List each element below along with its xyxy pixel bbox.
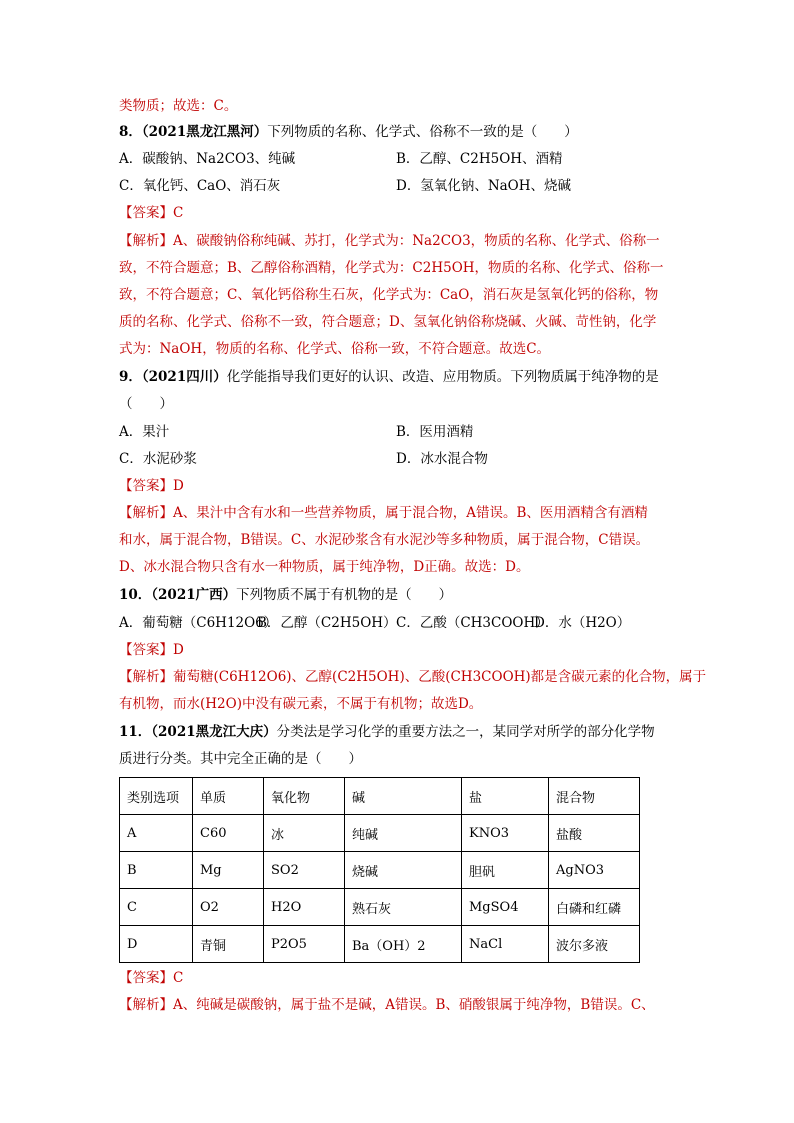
table-header-cell: 单质	[193, 778, 264, 815]
table-cell: 胆矾	[462, 852, 549, 889]
question-8-text: 下列物质的名称、化学式、俗称不一致的是（ ）	[267, 124, 578, 140]
table-cell: 白磷和红磷	[549, 889, 640, 926]
q8-analysis-line: 致，不符合题意；C、氧化钙俗称生石灰，化学式为：CaO，消石灰是氢氧化钙的俗称，物	[119, 287, 659, 303]
classification-table	[119, 777, 640, 963]
table-cell: A	[120, 815, 193, 852]
table-cell: B	[120, 852, 193, 889]
table-cell: AgNO3	[549, 852, 640, 889]
question-10-source: 10．（2021广西）	[119, 587, 237, 603]
q9-option-a: A．果汁	[119, 424, 170, 440]
question-11-stem	[119, 722, 655, 742]
q9-answer-value: D	[173, 478, 184, 494]
table-header-cell: 类别选项	[120, 778, 193, 815]
q9-analysis-label: 【解析】	[119, 505, 173, 521]
q9-option-d: D．冰水混合物	[396, 451, 488, 467]
q10-analysis-line: 有机物，而水(H2O)中没有碳元素，不属于有机物；故选D。	[119, 696, 483, 712]
q10-option-c: C．乙酸（CH3COOH）	[396, 615, 549, 631]
question-9-text: 化学能指导我们更好的认识、改造、应用物质。下列物质属于纯净物的是	[226, 369, 659, 385]
q9-analysis-line: 和水，属于混合物，B错误。C、水泥砂浆含有水泥沙等多种物质，属于混合物，C错误。	[119, 532, 650, 548]
table-header-cell: 氧化物	[264, 778, 345, 815]
table-row	[120, 815, 640, 852]
q11-answer-label: 【答案】	[119, 970, 173, 986]
q8-analysis-line: 质的名称、化学式、俗称不一致，符合题意；D、氢氧化钠俗称烧碱、火碱、苛性钠，化学	[119, 314, 657, 330]
q9-answer	[119, 476, 184, 496]
q8-option-d: D．氢氧化钠、NaOH、烧碱	[396, 178, 572, 194]
question-8-source: 8．（2021黑龙江黑河）	[119, 124, 268, 140]
table-cell: C	[120, 889, 193, 926]
question-11-stem-cont: 质进行分类。其中完全正确的是（ ）	[119, 751, 362, 767]
previous-analysis-tail: 类物质；故选：C。	[119, 98, 238, 114]
table-header-row	[120, 778, 640, 815]
q8-answer	[119, 203, 183, 223]
q11-analysis-line: 【解析】A、纯碱是碳酸钠，属于盐不是碱，A错误。B、硝酸银属于纯净物，B错误。C、	[119, 997, 655, 1013]
table-cell: Ba（OH）2	[345, 926, 462, 963]
q8-analysis-line: 致，不符合题意；B、乙醇俗称酒精，化学式为：C2H5OH，物质的名称、化学式、俗称一	[119, 260, 664, 276]
q10-answer	[119, 640, 184, 660]
question-8-stem	[119, 122, 578, 142]
q8-option-b: B．乙醇、C2H5OH、酒精	[396, 151, 563, 167]
table-cell: 纯碱	[345, 815, 462, 852]
question-11-text: 分类法是学习化学的重要方法之一，某同学对所学的部分化学物	[276, 724, 655, 740]
table-cell: 熟石灰	[345, 889, 462, 926]
table-header-cell: 混合物	[549, 778, 640, 815]
table-cell: MgSO4	[462, 889, 549, 926]
q10-analysis-line: 【解析】葡萄糖(C6H12O6)、乙醇(C2H5OH)、乙酸(CH3COOH)都是含碳元素的化合物，属于	[119, 669, 707, 685]
question-9-source: 9．（2021四川）	[119, 369, 227, 385]
table-cell: KNO3	[462, 815, 549, 852]
table-header-cell: 碱	[345, 778, 462, 815]
table-cell: 盐酸	[549, 815, 640, 852]
q8-option-a: A．碳酸钠、Na2CO3、纯碱	[119, 151, 296, 167]
table-row	[120, 926, 640, 963]
q8-analysis-line: 【解析】A、碳酸钠俗称纯碱、苏打，化学式为：Na2CO3，物质的名称、化学式、俗称一	[119, 233, 660, 249]
table-cell: 冰	[264, 815, 345, 852]
q10-analysis-label: 【解析】	[119, 669, 173, 685]
q10-option-d: D．水（H2O）	[534, 615, 631, 631]
table-cell: SO2	[264, 852, 345, 889]
q10-option-a: A．葡萄糖（C6H12O6）	[119, 615, 278, 631]
question-11-source: 11．（2021黑龙江大庆）	[119, 724, 277, 740]
q8-analysis-label: 【解析】	[119, 233, 173, 249]
table-row	[120, 889, 640, 926]
q11-answer-value: C	[173, 970, 184, 986]
q9-analysis-line: D、冰水混合物只含有水一种物质，属于纯净物，D正确。故选：D。	[119, 559, 530, 575]
q8-answer-label: 【答案】	[119, 205, 173, 221]
question-10-stem	[119, 585, 452, 605]
table-cell: 波尔多液	[549, 926, 640, 963]
question-9-stem-cont: （ ）	[119, 396, 173, 412]
table-cell: 青铜	[193, 926, 264, 963]
question-9-stem	[119, 367, 659, 387]
q9-option-c: C．水泥砂浆	[119, 451, 197, 467]
table-cell: H2O	[264, 889, 345, 926]
q8-option-c: C．氧化钙、CaO、消石灰	[119, 178, 281, 194]
q10-option-b: B．乙醇（C2H5OH）	[257, 615, 397, 631]
q11-analysis-label: 【解析】	[119, 997, 173, 1013]
q8-answer-value: C	[173, 205, 184, 221]
question-10-text: 下列物质不属于有机物的是（ ）	[236, 587, 453, 603]
q9-option-b: B．医用酒精	[396, 424, 474, 440]
table-cell: P2O5	[264, 926, 345, 963]
q11-answer	[119, 968, 183, 988]
table-header-cell: 盐	[462, 778, 549, 815]
table-cell: D	[120, 926, 193, 963]
table-cell: NaCl	[462, 926, 549, 963]
table-cell: O2	[193, 889, 264, 926]
q9-answer-label: 【答案】	[119, 478, 173, 494]
q9-analysis-line: 【解析】A、果汁中含有水和一些营养物质，属于混合物，A错误。B、医用酒精含有酒精	[119, 505, 648, 521]
table-row	[120, 852, 640, 889]
table-cell: 烧碱	[345, 852, 462, 889]
table-cell: C60	[193, 815, 264, 852]
q10-answer-label: 【答案】	[119, 642, 173, 658]
table-cell: Mg	[193, 852, 264, 889]
q10-answer-value: D	[173, 642, 184, 658]
q8-analysis-line: 式为：NaOH，物质的名称、化学式、俗称一致，不符合题意。故选C。	[119, 341, 551, 357]
